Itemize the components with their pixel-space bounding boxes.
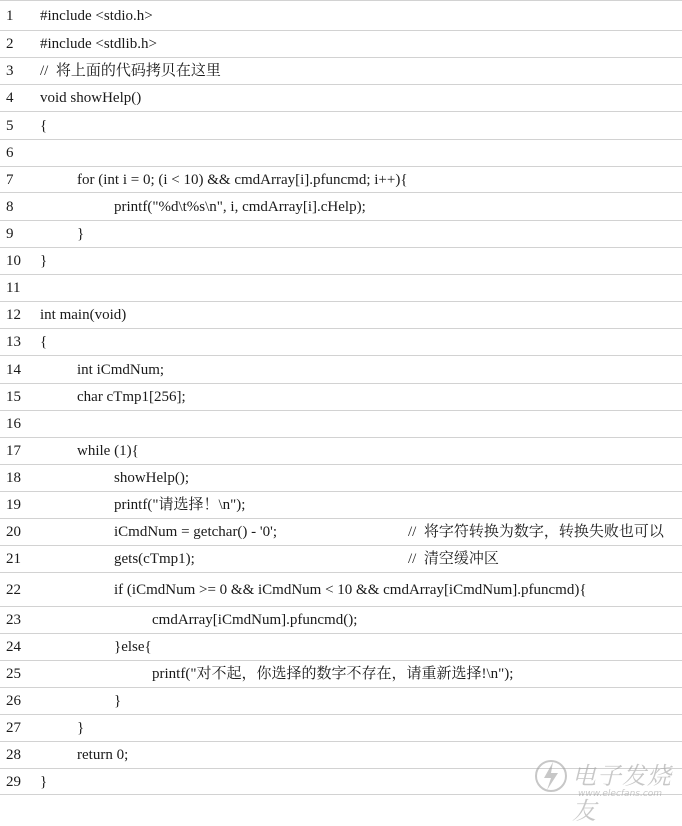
line-number: 28 <box>6 747 21 763</box>
code-line <box>0 1 682 31</box>
code-line <box>0 193 682 221</box>
code-text: printf("请选择！\n"); <box>114 497 246 513</box>
line-number: 29 <box>6 774 21 790</box>
code-comment: // 将字符转换为数字，转换失败也可以 <box>408 524 664 540</box>
code-line <box>0 356 682 384</box>
code-text: } <box>77 226 85 242</box>
code-line <box>0 573 682 607</box>
line-number: 18 <box>6 470 21 486</box>
line-number: 23 <box>6 612 21 628</box>
code-text: // 将上面的代码拷贝在这里 <box>40 63 221 79</box>
code-text: } <box>40 253 48 269</box>
line-number: 14 <box>6 362 21 378</box>
code-line <box>0 492 682 519</box>
line-number: 2 <box>6 36 14 52</box>
code-text: gets(cTmp1); <box>114 551 195 567</box>
code-text: iCmdNum = getchar() - '0'; <box>114 524 277 540</box>
line-number: 21 <box>6 551 21 567</box>
code-line <box>0 275 682 302</box>
code-comment: // 清空缓冲区 <box>408 551 499 567</box>
line-number: 8 <box>6 199 14 215</box>
code-line <box>0 302 682 329</box>
code-line <box>0 688 682 715</box>
watermark <box>534 752 674 825</box>
line-number: 12 <box>6 307 21 323</box>
code-text: return 0; <box>77 747 129 763</box>
code-line <box>0 31 682 58</box>
code-text: int iCmdNum; <box>77 362 165 378</box>
code-text: } <box>114 693 122 709</box>
code-text: #include <stdio.h> <box>40 8 153 24</box>
code-line <box>0 140 682 167</box>
line-number: 26 <box>6 693 21 709</box>
code-text: }else{ <box>114 639 152 655</box>
line-number: 6 <box>6 145 14 161</box>
code-text: } <box>40 774 48 790</box>
watermark-brand: 电子发烧友 <box>572 762 672 825</box>
code-line <box>0 329 682 356</box>
line-number: 20 <box>6 524 21 540</box>
code-line <box>0 465 682 492</box>
code-line <box>0 607 682 634</box>
line-number: 15 <box>6 389 21 405</box>
line-number: 9 <box>6 226 14 242</box>
code-line <box>0 715 682 742</box>
line-number: 13 <box>6 334 21 350</box>
code-line <box>0 661 682 688</box>
line-number: 19 <box>6 497 21 513</box>
line-number: 24 <box>6 639 21 655</box>
line-number: 4 <box>6 90 14 106</box>
code-text: while (1){ <box>77 443 139 459</box>
line-number: 25 <box>6 666 21 682</box>
code-text: } <box>77 720 85 736</box>
code-text: printf("%d\t%s\n", i, cmdArray[i].cHelp); <box>114 199 366 215</box>
code-text: { <box>40 334 48 350</box>
code-line <box>0 519 682 546</box>
line-number: 27 <box>6 720 21 736</box>
code-line <box>0 546 682 573</box>
line-number: 1 <box>6 8 14 24</box>
line-number: 3 <box>6 63 14 79</box>
line-number: 16 <box>6 416 21 432</box>
code-text: printf("对不起，你选择的数字不存在，请重新选择!\n"); <box>152 666 514 682</box>
code-text: { <box>40 118 48 134</box>
line-number: 7 <box>6 172 14 188</box>
code-text: #include <stdlib.h> <box>40 36 157 52</box>
watermark-url: www.elecfans.com <box>578 789 663 799</box>
code-text: if (iCmdNum >= 0 && iCmdNum < 10 && cmdArray[iCmdNum].pfuncmd){ <box>114 582 587 598</box>
code-line <box>0 438 682 465</box>
line-number: 17 <box>6 443 21 459</box>
line-number: 11 <box>6 280 21 296</box>
code-text: int main(void) <box>40 307 127 323</box>
code-line <box>0 85 682 112</box>
line-number: 10 <box>6 253 21 269</box>
code-text: showHelp(); <box>114 470 189 486</box>
code-line <box>0 221 682 248</box>
code-text: void showHelp() <box>40 90 142 106</box>
code-text: for (int i = 0; (i < 10) && cmdArray[i].pfuncmd; i++){ <box>77 172 408 188</box>
code-line <box>0 411 682 438</box>
line-number: 22 <box>6 582 21 598</box>
code-line <box>0 167 682 193</box>
code-line <box>0 384 682 411</box>
code-line <box>0 112 682 140</box>
code-text: cmdArray[iCmdNum].pfuncmd(); <box>152 612 358 628</box>
code-line <box>0 58 682 85</box>
code-line <box>0 248 682 275</box>
lightning-logo-icon <box>534 756 568 796</box>
line-number: 5 <box>6 118 14 134</box>
code-line <box>0 634 682 661</box>
code-text: char cTmp1[256]; <box>77 389 186 405</box>
